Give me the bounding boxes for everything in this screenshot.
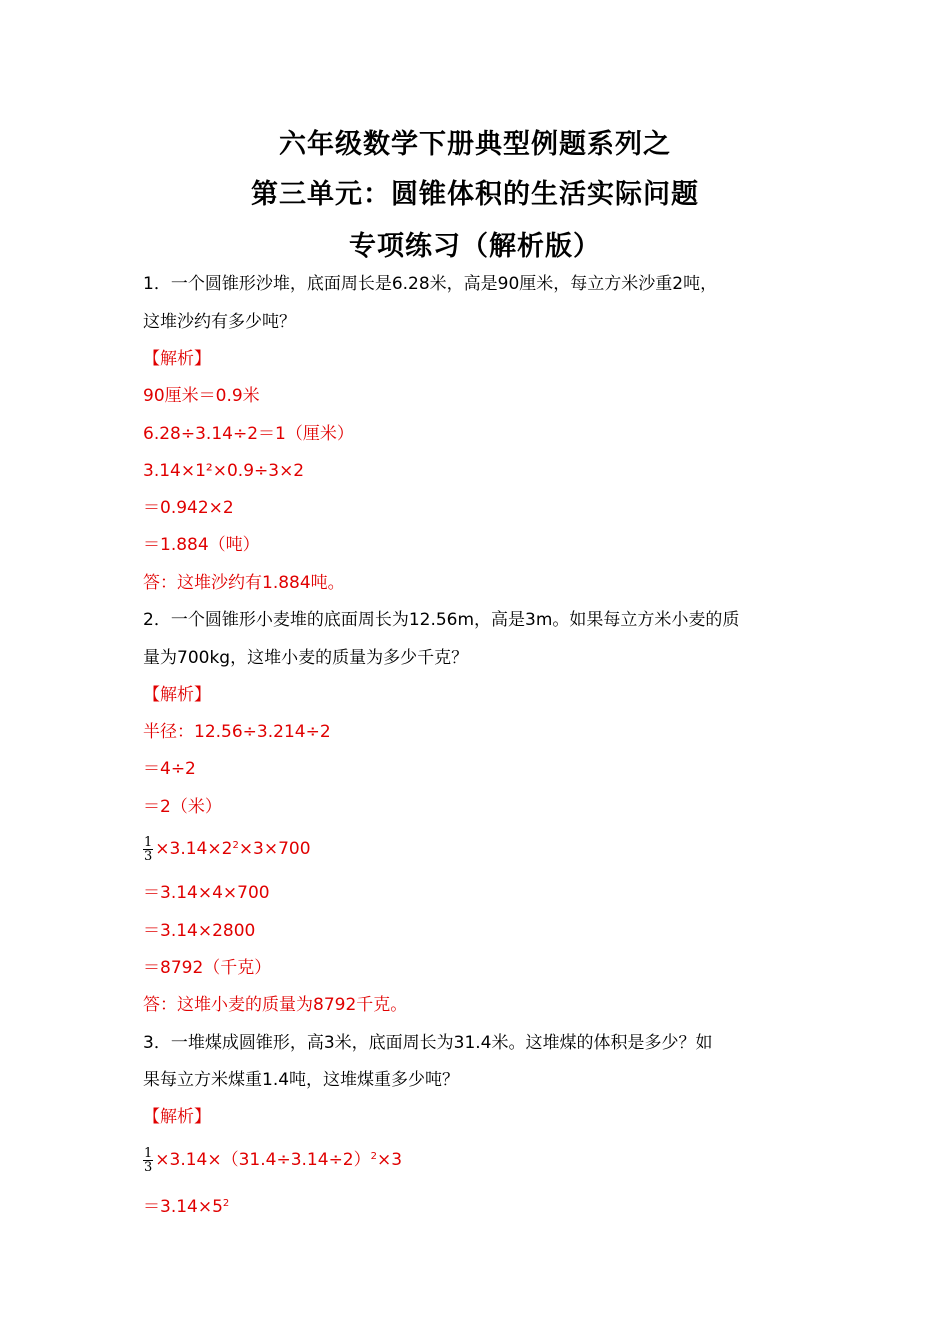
q2-solution-label: 【解析】 (143, 685, 211, 705)
fraction-one-third: $\frac{1}{3}$ (144, 834, 153, 864)
q2-text-line-2: 量为700kg，这堆小麦的质量为多少千克？ (143, 648, 469, 668)
q1-answer: 答：这堆沙约有1.884吨。 (143, 573, 345, 593)
q2-answer: 答：这堆小麦的质量为8792千克。 (143, 995, 408, 1015)
q3-solution-label: 【解析】 (143, 1107, 211, 1127)
title-line-2: 第三单元：圆锥体积的生活实际问题 (251, 179, 699, 210)
q1-step-4: ＝0.942×2 (143, 498, 234, 518)
q1-step-5: ＝1.884（吨） (143, 535, 260, 555)
title-line-3: 专项练习（解析版） (349, 231, 601, 262)
q1-step-2: 6.28÷3.14÷2＝1（厘米） (143, 424, 354, 444)
q1-text-line-1: 1．一个圆锥形沙堆，底面周长是6.28米，高是90厘米，每立方米沙重2吨， (143, 274, 718, 294)
q1-solution-label: 【解析】 (143, 349, 211, 369)
title-line-1: 六年级数学下册典型例题系列之 (279, 129, 671, 160)
q2-step-4: $\frac{1}{3}$ $\times 3.14\times 2^2\times 3\times 700$ (144, 834, 311, 864)
q2-step-1: 半径：12.56÷3.214÷2 (143, 722, 331, 742)
q2-text-line-1: 2．一个圆锥形小麦堆的底面周长为12.56m，高是3m。如果每立方米小麦的质 (143, 610, 740, 630)
q2-step-7: ＝8792（千克） (143, 958, 272, 978)
q3-text-line-2: 果每立方米煤重1.4吨，这堆煤重多少吨？ (143, 1070, 460, 1090)
q2-step-6: ＝3.14×2800 (143, 921, 256, 941)
q2-step-2: ＝4÷2 (143, 759, 196, 779)
q2-step-3: ＝2（米） (143, 797, 222, 817)
q3-step-1: $\frac{1}{3}$ $\times 3.14\times(31.4\div 3.14\div 2)^2\times 3$ (144, 1145, 403, 1175)
q1-step-3: 3.14×1²×0.9÷3×2 (143, 461, 305, 481)
q2-step-5: ＝3.14×4×700 (143, 883, 270, 903)
q3-text-line-1: 3．一堆煤成圆锥形，高3米，底面周长为31.4米。这堆煤的体积是多少？如 (143, 1033, 713, 1053)
q1-text-line-2: 这堆沙约有多少吨？ (143, 312, 296, 332)
q3-step-2: $=3.14\times 5^2$ (143, 1197, 230, 1217)
fraction-one-third: $\frac{1}{3}$ (144, 1145, 153, 1175)
q1-step-1: 90厘米＝0.9米 (143, 386, 260, 406)
